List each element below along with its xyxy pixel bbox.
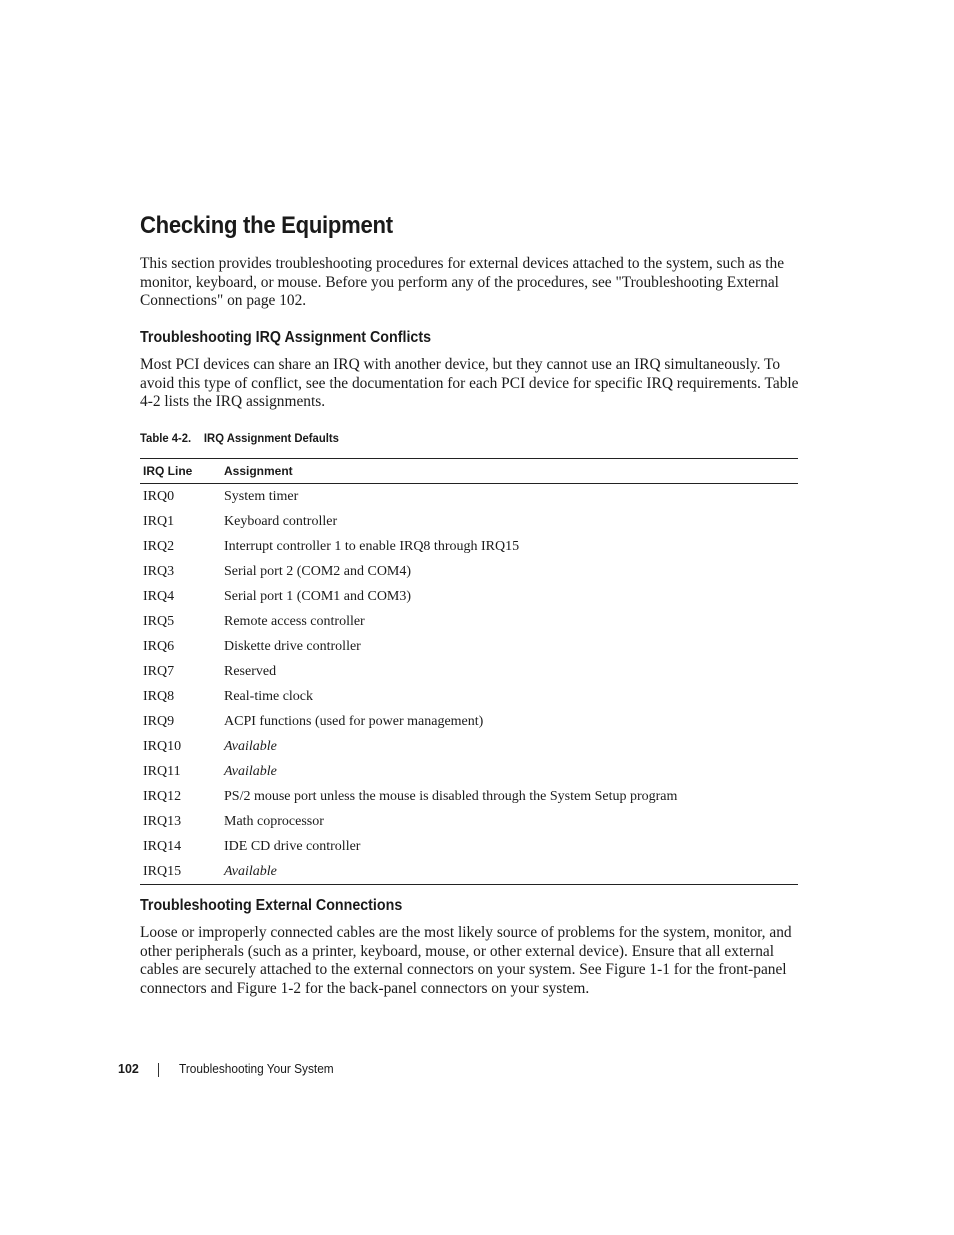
table-row [140, 859, 798, 885]
page-heading: Checking the Equipment [140, 212, 393, 239]
irq-line-cell: IRQ9 [143, 713, 175, 729]
assignment-cell: Available [221, 859, 798, 885]
table-row [140, 834, 798, 859]
table-header-row [140, 459, 798, 484]
table-row [140, 634, 798, 659]
irq-line-cell: IRQ5 [143, 613, 175, 629]
assignment-cell: Serial port 1 (COM1 and COM3) [224, 588, 412, 604]
intro-paragraph: This section provides troubleshooting procedures for external devices attached to the system, such as the monitor, keyboard, or mouse. Before you perform any of the procedures, see "Troubleshooting External Connections" on page 102. [140, 255, 785, 310]
irq-line-cell: IRQ10 [143, 738, 182, 754]
page-number: 102 [118, 1062, 139, 1076]
assignment-cell: Diskette drive controller [224, 638, 361, 654]
footer-section-title: Troubleshooting Your System [179, 1062, 334, 1076]
table-row [140, 534, 798, 559]
table-row [140, 509, 798, 534]
irq-table [140, 458, 798, 885]
table-body [140, 484, 798, 885]
external-section-title: Troubleshooting External Connections [140, 897, 403, 914]
table-row [140, 484, 798, 510]
irq-line-cell: IRQ3 [143, 563, 175, 579]
assignment-cell: Available [224, 738, 277, 754]
header-assignment: Assignment [221, 459, 798, 484]
assignment-cell: Remote access controller [224, 613, 365, 629]
header-irq-line: IRQ Line [140, 459, 221, 484]
footer-divider [158, 1063, 159, 1077]
assignment-cell: ACPI functions (used for power management) [224, 713, 484, 729]
table-row [140, 709, 798, 734]
irq-line-cell: IRQ14 [143, 838, 182, 854]
assignment-cell: IDE CD drive controller [224, 838, 361, 854]
irq-line-cell: IRQ7 [143, 663, 175, 679]
irq-line-cell: IRQ13 [143, 813, 182, 829]
assignment-cell: Math coprocessor [224, 813, 324, 829]
assignment-cell: System timer [224, 488, 299, 504]
assignment-cell: Serial port 2 (COM2 and COM4) [224, 563, 412, 579]
assignment-cell: Reserved [224, 663, 277, 679]
assignment-cell: Interrupt controller 1 to enable IRQ8 through IRQ15 [224, 538, 520, 554]
table-row [140, 734, 798, 759]
irq-line-cell: IRQ0 [143, 488, 175, 504]
irq-line-cell: IRQ12 [143, 788, 182, 804]
table-row [140, 809, 798, 834]
irq-section-title: Troubleshooting IRQ Assignment Conflicts [140, 329, 432, 346]
irq-line-cell: IRQ8 [143, 688, 175, 704]
table-row [140, 584, 798, 609]
table-row [140, 609, 798, 634]
table-caption [140, 431, 339, 445]
irq-section-body: Most PCI devices can share an IRQ with another device, but they cannot use an IRQ simultaneously. To avoid this type of conflict, see the documentation for each PCI device for specific IRQ requirements. Table 4-2 lists the IRQ assignments. [140, 356, 799, 411]
table-caption-title: IRQ Assignment Defaults [203, 431, 339, 445]
irq-line-cell: IRQ1 [143, 513, 175, 529]
table-row [140, 759, 798, 784]
table-caption-number: Table 4-2. [140, 431, 192, 445]
table-row [140, 559, 798, 584]
irq-line-cell: IRQ6 [143, 638, 175, 654]
assignment-cell: PS/2 mouse port unless the mouse is disabled through the System Setup program [224, 788, 678, 804]
irq-line-cell: IRQ15 [140, 859, 221, 885]
assignment-cell: Real-time clock [224, 688, 314, 704]
irq-line-cell: IRQ4 [143, 588, 175, 604]
assignment-cell: Available [224, 763, 277, 779]
table-row [140, 659, 798, 684]
irq-line-cell: IRQ11 [143, 763, 181, 779]
table-row [140, 684, 798, 709]
assignment-cell: Keyboard controller [224, 513, 338, 529]
table-row [140, 784, 798, 809]
irq-line-cell: IRQ2 [143, 538, 175, 554]
external-section-body: Loose or improperly connected cables are the most likely source of problems for the system, monitor, and other peripherals (such as a printer, keyboard, mouse, or other external device). Ensure that all external cables are securely attached to the external connectors on your system. See Figure 1-1 for the front-panel connectors and Figure 1-2 for the back-panel connectors on your system. [140, 924, 792, 998]
